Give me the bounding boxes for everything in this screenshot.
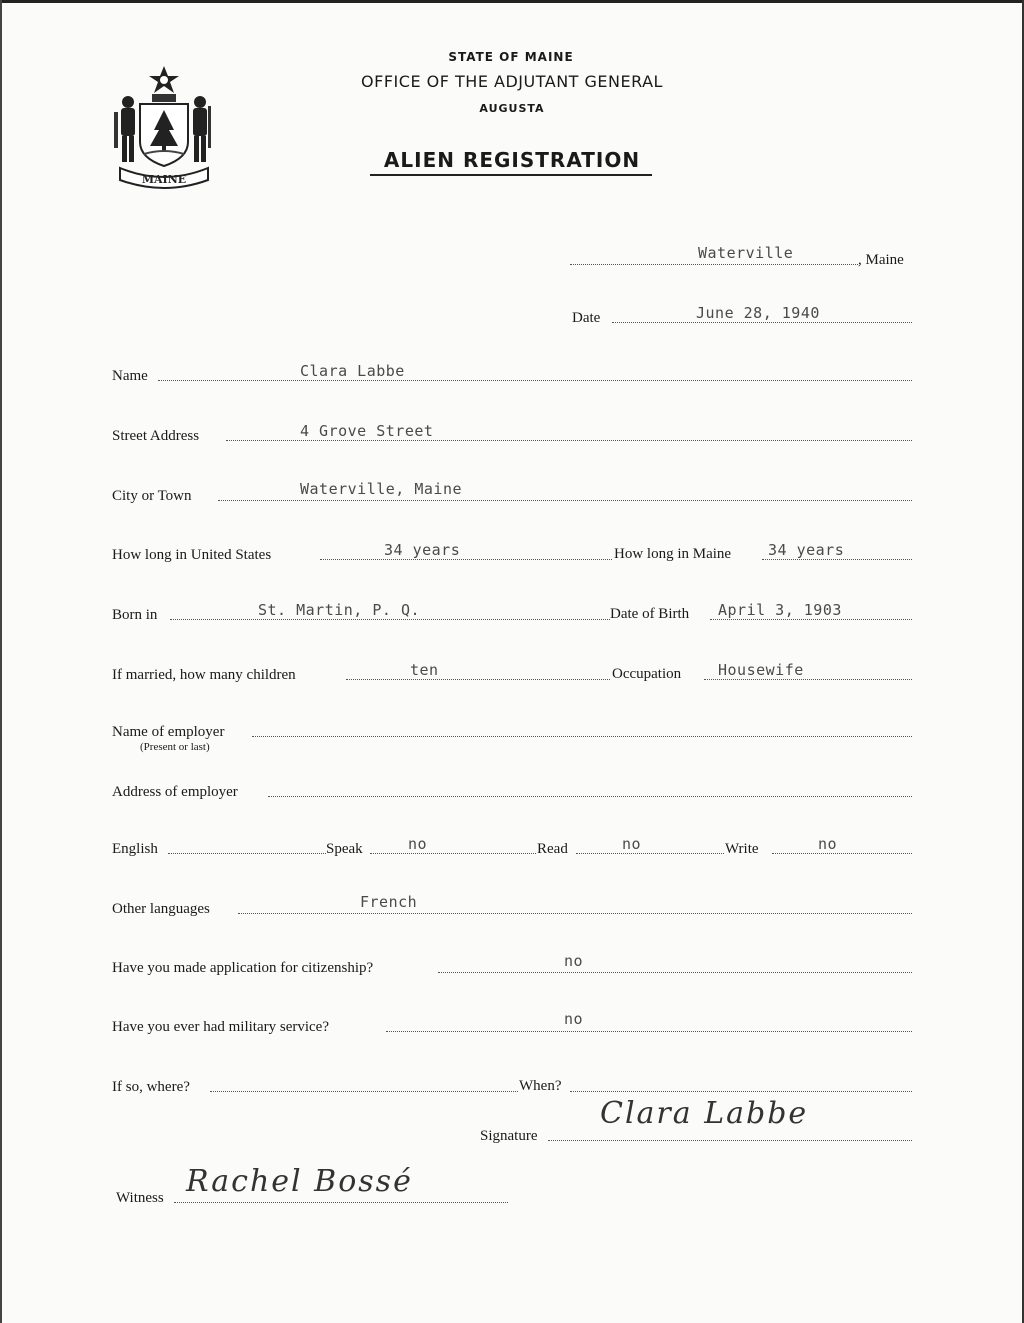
read-value: no: [622, 835, 642, 853]
employer-label: Name of employer: [112, 724, 225, 740]
employer-line: [252, 736, 912, 737]
name-line: [158, 380, 912, 381]
us-time-line: [320, 559, 612, 560]
dob-line: [710, 619, 912, 620]
signature-line: [548, 1140, 912, 1141]
witness-label: Witness: [116, 1190, 164, 1206]
occupation-label: Occupation: [612, 666, 682, 682]
military-label: Have you ever had military service?: [112, 1019, 329, 1035]
dob-value: April 3, 1903: [718, 601, 842, 619]
place-line: [570, 264, 858, 265]
military-value: no: [564, 1010, 584, 1028]
employer-address-label: Address of employer: [112, 784, 238, 800]
us-time-value: 34 years: [384, 541, 461, 559]
signature-label: Signature: [480, 1128, 538, 1144]
languages-label: Other languages: [112, 901, 210, 917]
read-label: Read: [537, 841, 568, 857]
english-line: [168, 853, 326, 854]
header-city: AUGUSTA: [479, 102, 545, 115]
children-line: [346, 679, 610, 680]
street-line: [226, 440, 912, 441]
read-line: [576, 853, 724, 854]
write-label: Write: [725, 841, 759, 857]
street-label: Street Address: [112, 428, 200, 444]
when-line: [570, 1091, 912, 1092]
write-value: no: [818, 835, 838, 853]
where-label: If so, where?: [112, 1079, 190, 1095]
where-line: [210, 1091, 518, 1092]
signature-value: Clara Labbe: [600, 1096, 809, 1131]
occupation-value: Housewife: [718, 661, 804, 679]
maine-time-line: [762, 559, 912, 560]
city-value: Waterville, Maine: [300, 480, 463, 498]
languages-value: French: [360, 893, 418, 911]
date-label: Date: [572, 310, 601, 326]
citizenship-label: Have you made application for citizenship?: [112, 960, 374, 976]
occupation-line: [704, 679, 912, 680]
employer-note: (Present or last): [140, 741, 210, 753]
citizenship-line: [438, 972, 912, 973]
place-value: Waterville: [698, 244, 794, 262]
title-underline: [370, 174, 652, 176]
page-left-edge: [0, 0, 2, 1323]
name-label: Name: [112, 368, 148, 384]
military-line: [386, 1031, 912, 1032]
street-value: 4 Grove Street: [300, 422, 434, 440]
header-state: STATE OF MAINE: [448, 50, 574, 64]
witness-signature: Rachel Bossé: [186, 1164, 413, 1199]
dob-label: Date of Birth: [610, 606, 690, 622]
name-value: Clara Labbe: [300, 362, 405, 380]
languages-line: [238, 913, 912, 914]
page-top-edge: [0, 0, 1024, 3]
city-label: City or Town: [112, 488, 192, 504]
seal-ribbon-text: MAINE: [141, 173, 187, 186]
date-value: June 28, 1940: [696, 304, 820, 322]
when-label: When?: [519, 1078, 562, 1094]
employer-address-line: [268, 796, 912, 797]
born-value: St. Martin, P. Q.: [258, 601, 421, 619]
write-line: [772, 853, 912, 854]
children-value: ten: [410, 661, 439, 679]
born-label: Born in: [112, 607, 158, 623]
maine-time-value: 34 years: [768, 541, 845, 559]
english-label: English: [112, 841, 158, 857]
header-office: OFFICE OF THE ADJUTANT GENERAL: [361, 72, 663, 91]
maine-time-label: How long in Maine: [614, 546, 732, 562]
born-line: [170, 619, 610, 620]
page-title: ALIEN REGISTRATION: [383, 148, 641, 172]
city-line: [218, 500, 912, 501]
speak-value: no: [408, 835, 428, 853]
speak-label: Speak: [326, 841, 363, 857]
speak-line: [370, 853, 536, 854]
place-suffix: , Maine: [858, 252, 904, 268]
children-label: If married, how many children: [112, 667, 296, 683]
citizenship-value: no: [564, 952, 584, 970]
date-line: [612, 322, 912, 323]
witness-line: [174, 1202, 508, 1203]
us-time-label: How long in United States: [112, 547, 272, 563]
